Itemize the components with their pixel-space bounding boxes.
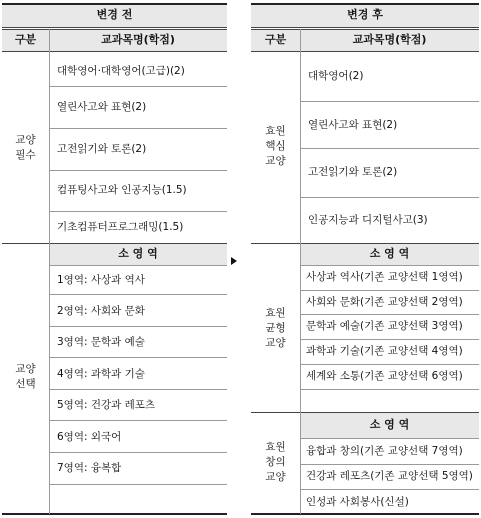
after-creative-subheader: 소 영 역 [369, 418, 410, 431]
after-core-course: 대학영어(2) [308, 70, 364, 82]
after-creative-category: 효원 창의 교양 [265, 441, 286, 483]
after-core-course: 고전읽기와 토론(2) [308, 166, 398, 178]
after-core-course: 열린사고와 표현(2) [308, 119, 398, 131]
before-elective-subheader: 소 영 역 [118, 247, 158, 260]
after-header-group: 구분 [264, 33, 287, 46]
after-balanced-area: 문학과 예술(기존 교양선택 3영역) [306, 320, 463, 332]
before-required-course: 열린사고와 표현(2) [57, 101, 147, 113]
before-elective-area: 4영역: 과학과 기술 [57, 368, 145, 380]
after-creative-area: 건강과 레포츠(기존 교양선택 5영역) [306, 470, 473, 482]
after-creative-area: 융합과 창의(기존 교양선택 7영역) [306, 445, 463, 457]
arrow-right-icon [231, 257, 237, 265]
before-elective-area: 7영역: 융복합 [57, 462, 122, 474]
after-balanced-category: 효원 균형 교양 [265, 307, 286, 349]
before-header-course: 교과목명(학점) [101, 33, 175, 46]
before-elective-area: 3영역: 문학과 예술 [57, 336, 145, 348]
after-balanced-area: 과학과 기술(기존 교양선택 4영역) [306, 345, 463, 357]
after-title: 변경 후 [347, 8, 383, 21]
before-elective-area: 2영역: 사회와 문화 [57, 305, 145, 317]
before-elective-area: 5영역: 건강과 레포츠 [57, 399, 156, 411]
before-elective-area: 6영역: 외국어 [57, 431, 122, 443]
before-title: 변경 전 [96, 8, 133, 21]
after-header-course: 교과목명(학점) [352, 33, 427, 46]
before-header-group: 구분 [14, 33, 37, 46]
before-required-category: 교양 필수 [15, 134, 36, 161]
after-core-category: 효원 핵심 교양 [265, 125, 286, 167]
after-balanced-area: 사상과 역사(기존 교양선택 1영역) [306, 271, 463, 283]
before-required-course: 고전읽기와 토론(2) [57, 143, 147, 155]
before-required-course: 대학영어·대학영어(고급)(2) [57, 65, 185, 77]
after-creative-area: 인성과 사회봉사(신설) [306, 496, 409, 508]
before-elective-area: 1영역: 사상과 역사 [57, 274, 145, 286]
after-core-course: 인공지능과 디지털사고(3) [308, 214, 428, 226]
after-balanced-subheader: 소 영 역 [369, 247, 410, 260]
after-balanced-area: 사회와 문화(기존 교양선택 2영역) [306, 296, 463, 308]
after-balanced-area: 세계와 소통(기존 교양선택 6영역) [306, 370, 463, 382]
before-required-course: 컴퓨팅사고와 인공지능(1.5) [57, 184, 187, 196]
before-required-course: 기초컴퓨터프로그래밍(1.5) [57, 221, 184, 233]
before-elective-category: 교양 선택 [15, 363, 36, 390]
